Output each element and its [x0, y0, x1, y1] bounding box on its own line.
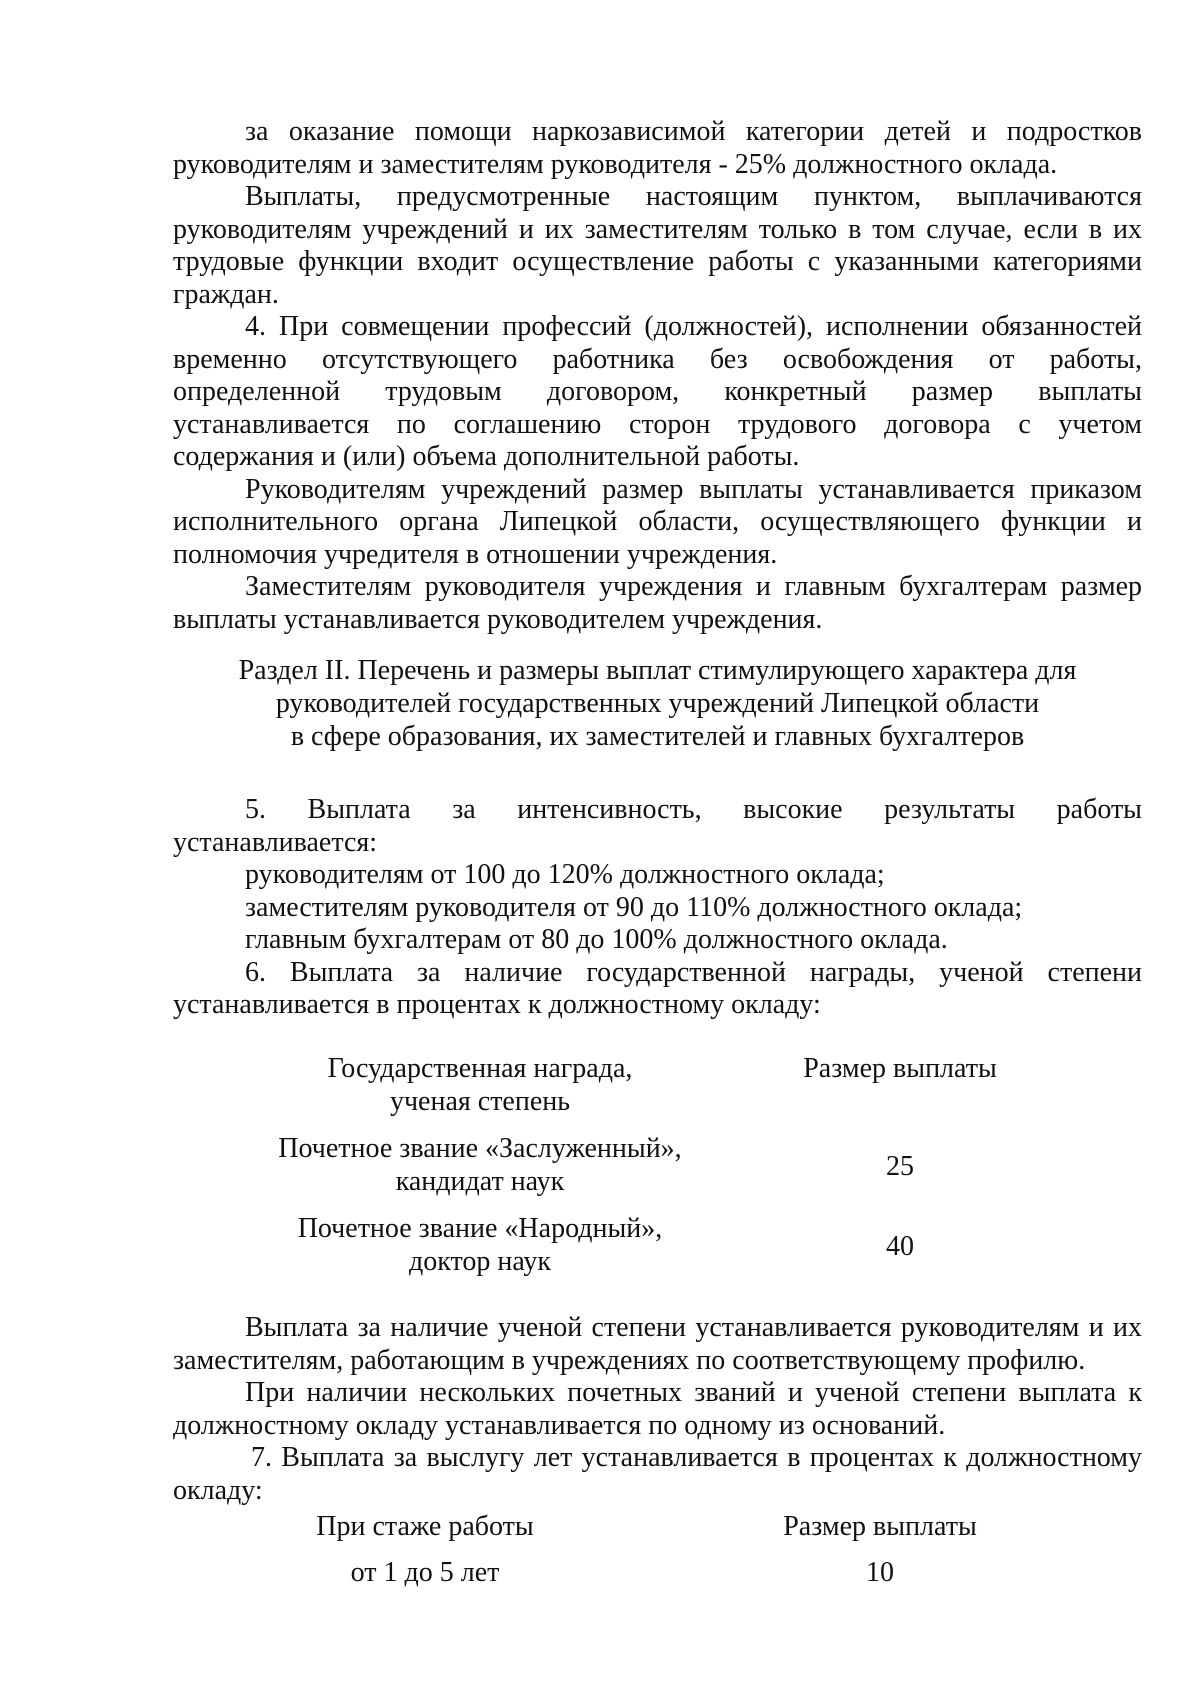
- section-heading-line-1: Раздел II. Перечень и размеры выплат стимулирующего характера для: [238, 655, 1077, 686]
- paragraph-payments-condition: Выплаты, предусмотренные настоящим пунктом, выплачиваются руководителям учреждений и их заместителям только в том случае, если в их трудовые функции входит осуществление работы с указанными категориями граждан.: [173, 181, 1142, 310]
- paragraph-deputies-payment: Заместителям руководителя учреждения и главным бухгалтерам размер выплаты устанавливается руководителем учреждения.: [173, 571, 1142, 635]
- awards-table-header-award: Государственная награда, ученая степень: [327, 1053, 633, 1117]
- text-block-1: [173, 116, 1142, 636]
- awards-table-row-1-title: Почетное звание «Заслуженный», кандидат наук: [278, 1133, 682, 1197]
- paragraph-multiple-titles: При наличии нескольких почетных званий и ученой степени выплата к должностному окладу устанавливается по одному из оснований.: [173, 1377, 1142, 1441]
- awards-table-row-1-value: 25: [886, 1151, 914, 1182]
- text-block-3: [173, 1312, 1142, 1507]
- section-heading: [173, 654, 1142, 753]
- paragraph-heads-payment: Руководителям учреждений размер выплаты устанавливается приказом исполнительного органа Липецкой области, осуществляющего функции и полномочия учредителя в отношении учреждения.: [173, 473, 1142, 570]
- paragraph-narco-assistance: за оказание помощи наркозависимой категории детей и подростков руководителям и заместителям руководителя - 25% должностного оклада.: [173, 116, 1142, 180]
- paragraph-item-6: 6. Выплата за наличие государственной награды, ученой степени устанавливается в процентах к должностному окладу:: [173, 956, 1142, 1020]
- seniority-table-row-1-range: от 1 до 5 лет: [350, 1557, 500, 1588]
- paragraph-degree-payment: Выплата за наличие ученой степени устанавливается руководителям и их заместителям, работающим в учреждениях по соответствующему профилю.: [173, 1312, 1142, 1376]
- paragraph-item-5: 5. Выплата за интенсивность, высокие результаты работы устанавливается:: [173, 794, 1142, 858]
- paragraph-heads-range: руководителям от 100 до 120% должностного оклада;: [245, 859, 885, 890]
- section-heading-line-3: в сфере образования, их заместителей и главных бухгалтеров: [290, 721, 1025, 752]
- paragraph-item-7: 7. Выплата за выслугу лет устанавливается в процентах к должностному окладу:: [173, 1442, 1142, 1506]
- awards-table-row-2-title: Почетное звание «Народный», доктор наук: [297, 1213, 663, 1277]
- seniority-table-row-1-value: 10: [866, 1557, 894, 1588]
- paragraph-item-4: 4. При совмещении профессий (должностей), исполнении обязанностей временно отсутствующего работника без освобождения от работы, определенной трудовым договором, конкретный размер выплаты устанавливается по соглашению сторон трудового договора с учетом содержания и (или) объема дополнительной работы.: [173, 311, 1142, 472]
- paragraph-accountants-range: главным бухгалтерам от 80 до 100% должностного оклада.: [245, 924, 948, 955]
- section-heading-line-2: руководителей государственных учреждений Липецкой области: [275, 688, 1040, 719]
- seniority-table-header-experience: При стаже работы: [316, 1511, 534, 1542]
- text-block-2: [173, 794, 1142, 1022]
- seniority-table-header-amount: Размер выплаты: [783, 1511, 977, 1542]
- paragraph-deputies-range: заместителям руководителя от 90 до 110% должностного оклада;: [245, 891, 1023, 923]
- awards-table-header-amount: Размер выплаты: [803, 1053, 997, 1084]
- awards-table-row-2-value: 40: [886, 1231, 914, 1262]
